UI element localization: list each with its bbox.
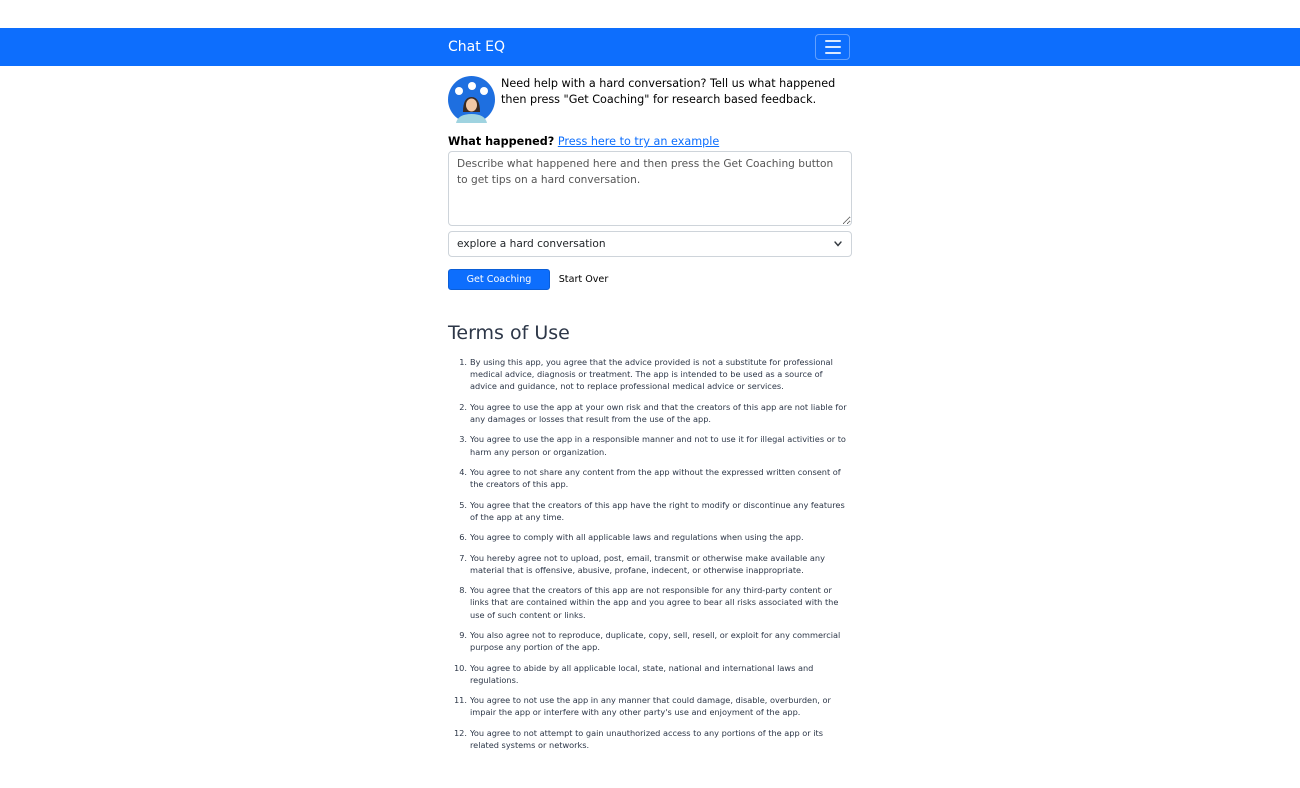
what-happened-label: What happened?: [448, 135, 555, 148]
what-happened-textarea[interactable]: [448, 151, 852, 226]
terms-item: [453, 662, 852, 686]
terms-item: [453, 727, 852, 751]
terms-item-text: You agree to not use the app in any manner that could damage, disable, overburden, or impair the app or interfere with any other party's use and enjoyment of the app.: [470, 695, 831, 718]
terms-item-text: You also agree not to reproduce, duplicate, copy, sell, resell, or exploit for any commercial purpose any portion of the app.: [470, 629, 841, 653]
terms-item-text: You agree to comply with all applicable laws and regulations when using the app.: [470, 532, 804, 543]
start-over-button[interactable]: Start Over: [555, 269, 612, 290]
terms-item-number: 5.: [459, 499, 467, 510]
terms-item: [459, 466, 852, 490]
coach-avatar-icon: [448, 76, 495, 123]
chevron-down-icon: [834, 241, 842, 247]
terms-item-text: By using this app, you agree that the advice provided is not a substitute for professional medical advice, diagnosis or treatment. The app is intended to be used as a source of advice and guidance, not to replace professional medical advice or services.: [470, 357, 833, 392]
terms-item-number: 7.: [459, 552, 467, 563]
terms-item-number: 3.: [459, 434, 467, 445]
terms-item-text: You agree to use the app at your own risk and that the creators of this app are not liable for any damages or losses that result from the use of the app.: [470, 401, 847, 424]
terms-item: [459, 531, 852, 543]
terms-item-text: You agree that the creators of this app are not responsible for any third-party content or links that are contained within the app and you agree to bear all risks associated with the use of such content or links.: [470, 585, 839, 620]
terms-item-text: You agree to use the app in a responsible manner and not to use it for illegal activities or to harm any person or organization.: [470, 434, 846, 457]
terms-item-text: You hereby agree not to upload, post, email, transmit or otherwise make available any material that is offensive, abusive, profane, indecent, or otherwise inappropriate.: [470, 552, 825, 575]
terms-title: Terms of Use: [448, 322, 570, 344]
hamburger-menu-icon[interactable]: [815, 34, 850, 60]
terms-item-number: 6.: [459, 532, 467, 543]
get-coaching-button[interactable]: Get Coaching: [448, 269, 550, 290]
terms-item-text: You agree to not share any content from the app without the expressed written consent of the creators of this app.: [470, 466, 841, 490]
terms-item-number: 8.: [459, 585, 467, 596]
terms-item-text: You agree to abide by all applicable local, state, national and international laws and regulations.: [470, 662, 814, 685]
try-example-link[interactable]: Press here to try an example: [557, 135, 720, 148]
mode-select-value: explore a hard conversation: [457, 238, 606, 250]
terms-item-number: 4.: [459, 466, 467, 477]
terms-item-number: 12.: [453, 727, 467, 738]
brand-title[interactable]: Chat EQ: [448, 39, 506, 55]
mode-select[interactable]: [448, 231, 852, 257]
intro-text: Need help with a hard conversation? Tell us what happened then press "Get Coaching" for research based feedback.: [501, 77, 836, 106]
terms-item-number: 2.: [459, 401, 467, 412]
terms-item-text: You agree that the creators of this app have the right to modify or discontinue any features of the app at any time.: [470, 499, 845, 522]
terms-item: [459, 401, 852, 425]
navbar: [0, 28, 1300, 66]
terms-item: [459, 552, 852, 576]
terms-item-number: 10.: [453, 662, 467, 673]
terms-item-number: 1.: [459, 357, 467, 367]
terms-item: [459, 629, 852, 653]
terms-item: [459, 356, 852, 393]
terms-item: [453, 694, 852, 718]
what-happened-label-row: [448, 134, 719, 150]
terms-item: [459, 433, 852, 457]
terms-item-number: 11.: [453, 695, 467, 706]
terms-item-number: 9.: [459, 629, 467, 640]
terms-item: [459, 499, 852, 523]
terms-item-text: You agree to not attempt to gain unauthorized access to any portions of the app or its related systems or networks.: [470, 727, 824, 750]
terms-item: [459, 584, 852, 621]
terms-list: [453, 356, 852, 759]
